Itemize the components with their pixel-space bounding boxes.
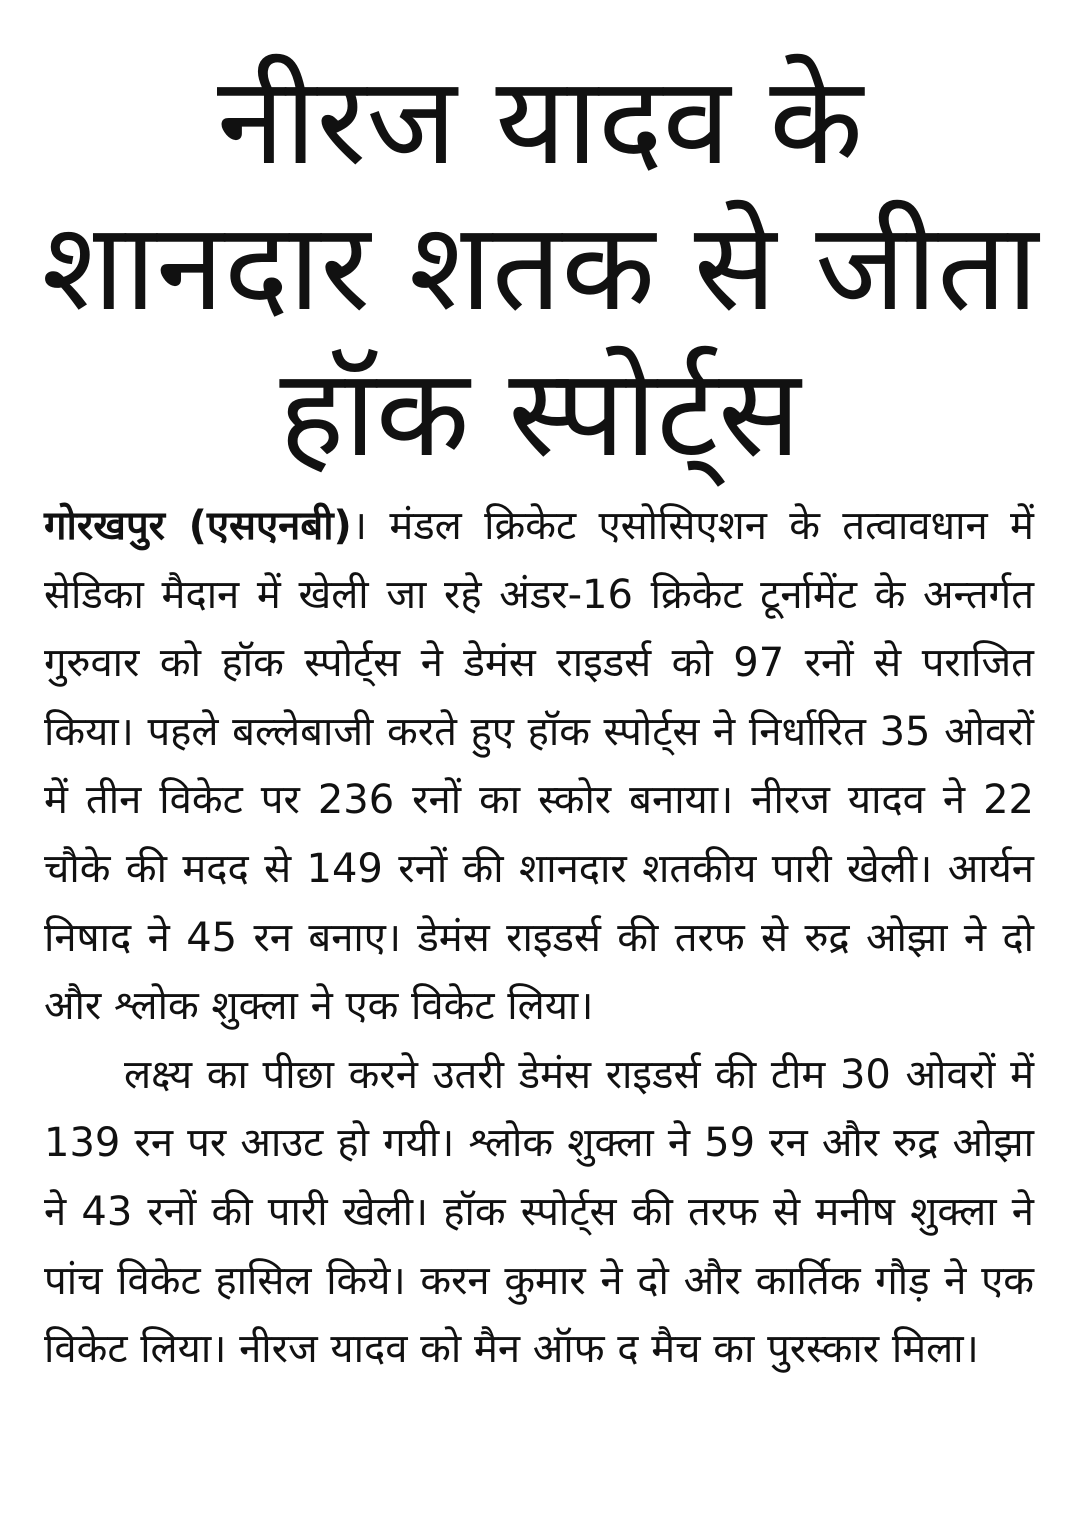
article-body [44, 492, 1034, 1384]
headline-line-1: नीरज यादव के [217, 50, 863, 192]
headline-line-3: हॉक स्पोर्ट्स [279, 342, 801, 484]
headline-line-2: शानदार शतक से जीता [41, 196, 1039, 338]
article-paragraph-1 [44, 492, 1034, 1041]
article-headline [40, 48, 1040, 486]
article-paragraph-2: लक्ष्य का पीछा करने उतरी डेमंस राइडर्स की टीम 30 ओवरों में 139 रन पर आउट हो गयी। श्लोक शुक्ला ने 59 रन और रुद्र ओझा ने 43 रनों की पारी खेली। हॉक स्पोर्ट्स की तरफ से मनीष शुक्ला ने पांच विकेट हासिल किये। करन कुमार ने दो और कार्तिक गौड़ ने एक विकेट लिया। नीरज यादव को मैन ऑफ द मैच का पुरस्कार मिला। [44, 1051, 1034, 1373]
paragraph-1-text: । मंडल क्रिकेट एसोसिएशन के तत्वावधान में सेडिका मैदान में खेली जा रहे अंडर-16 क्रिकेट टूर्नामेंट के अन्तर्गत गुरुवार को हॉक स्पोर्ट्स ने डेमंस राइडर्स को 97 रनों से पराजित किया। पहले बल्लेबाजी करते हुए हॉक स्पोर्ट्स ने निर्धारित 35 ओवरों में तीन विकेट पर 236 रनों का स्कोर बनाया। नीरज यादव ने 22 चौके की मदद से 149 रनों की शानदार शतकीय पारी खेली। आर्यन निषाद ने 45 रन बनाए। डेमंस राइडर्स की तरफ से रुद्र ओझा ने दो और श्लोक शुक्ला ने एक विकेट लिया। [44, 503, 1034, 1030]
dateline: गोरखपुर (एसएनबी) [44, 503, 352, 549]
